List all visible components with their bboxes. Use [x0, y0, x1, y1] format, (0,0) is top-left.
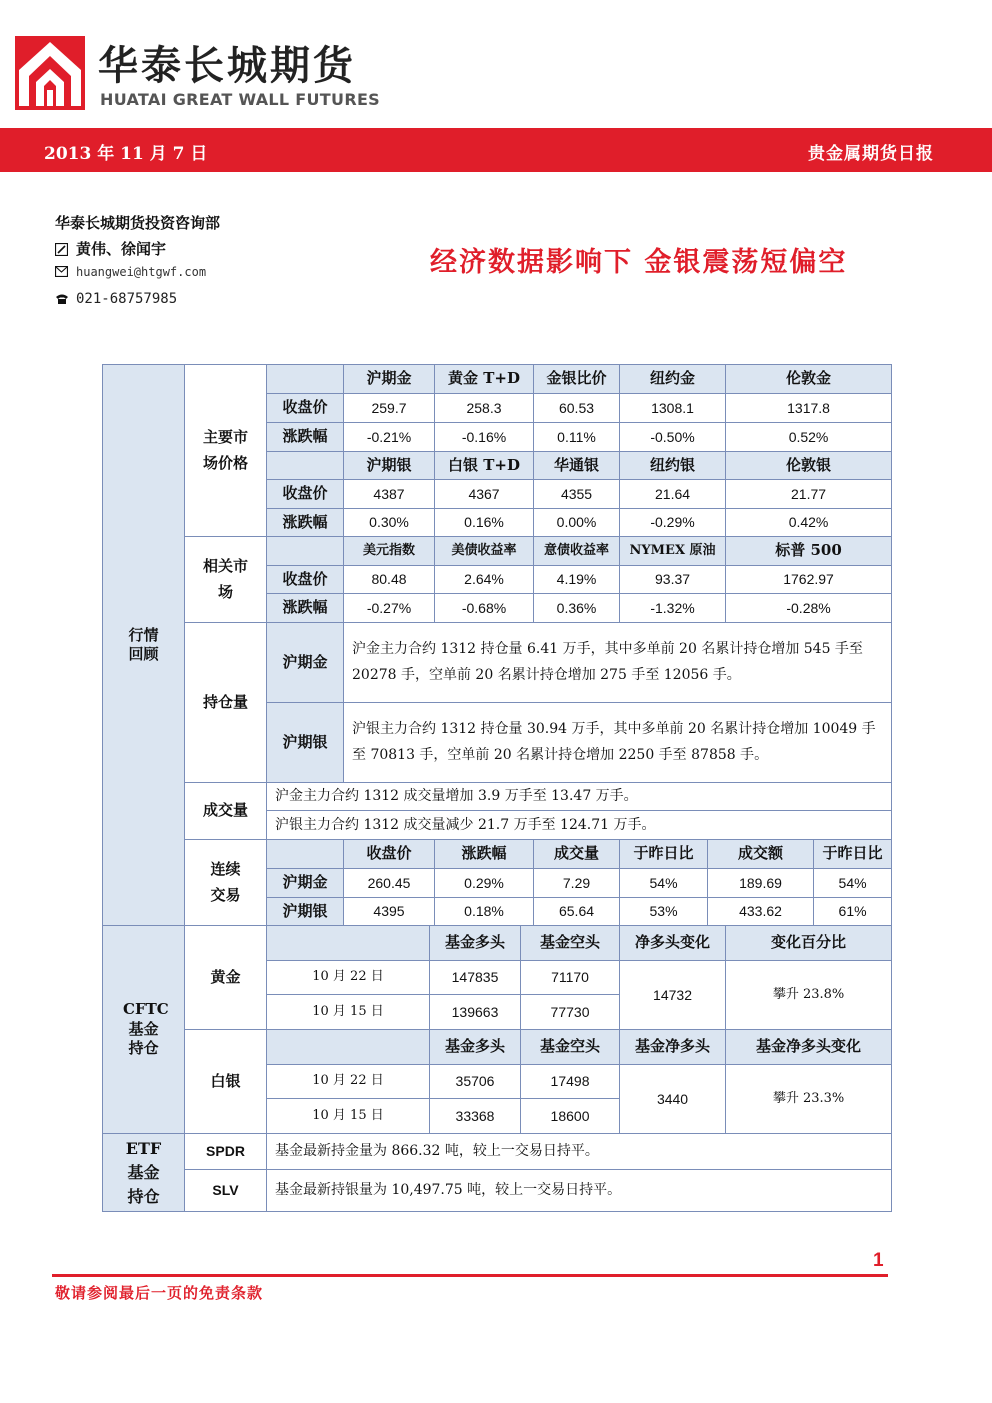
table-cell: 80.48 — [344, 566, 435, 594]
volume-silver-text: 沪银主力合约 1312 成交量减少 21.7 万手至 124.71 万手。 — [267, 811, 892, 840]
corner-cell — [267, 1030, 430, 1065]
col-header: 华通银 — [534, 452, 620, 480]
row-label: 收盘价 — [267, 394, 344, 423]
table-cell: 0.16% — [435, 509, 534, 537]
col-header: 于昨日比 — [620, 840, 708, 869]
table-cell: -0.50% — [620, 423, 726, 452]
row-label: 沪期银 — [267, 898, 344, 926]
table-cell: 2.64% — [435, 566, 534, 594]
col-header: 伦敦金 — [726, 365, 892, 394]
table-cell: 35706 — [430, 1065, 521, 1099]
table-cell: 258.3 — [435, 394, 534, 423]
table-cell: 21.64 — [620, 480, 726, 509]
department: 华泰长城期货投资咨询部 — [55, 214, 221, 232]
col-header: 于昨日比 — [814, 840, 892, 869]
table-cell: 攀升 23.3% — [726, 1065, 892, 1134]
col-header: 涨跌幅 — [435, 840, 534, 869]
group-continuous: 连续交易 — [185, 840, 267, 926]
col-header: 沪期金 — [344, 365, 435, 394]
table-cell: 139663 — [430, 995, 521, 1030]
disclaimer-note[interactable]: 敬请参阅最后一页的免责条款 — [55, 1284, 264, 1302]
col-header: 沪期银 — [344, 452, 435, 480]
col-header: 标普 500 — [726, 537, 892, 566]
section-etf: ETF 基金持仓 — [103, 1134, 185, 1212]
group-cftc-silver: 白银 — [185, 1030, 267, 1134]
col-header: 基金净多头变化 — [726, 1030, 892, 1065]
table-cell: 攀升 23.8% — [726, 961, 892, 1030]
corner-cell — [267, 840, 344, 869]
table-cell: 0.18% — [435, 898, 534, 926]
corner-cell — [267, 926, 430, 961]
company-logo — [15, 36, 85, 110]
table-cell: 260.45 — [344, 869, 435, 898]
table-cell: -1.32% — [620, 594, 726, 623]
etf-text: 基金最新持金量为 866.32 吨，较上一交易日持平。 — [267, 1134, 892, 1170]
table-cell: 4395 — [344, 898, 435, 926]
table-cell: -0.27% — [344, 594, 435, 623]
row-label: 收盘价 — [267, 566, 344, 594]
brand-name-cn: 华泰长城期货 — [98, 43, 356, 89]
table-cell: 0.36% — [534, 594, 620, 623]
col-header: 白银 T+D — [435, 452, 534, 480]
authors-line — [55, 238, 166, 259]
col-header: 基金多头 — [430, 926, 521, 961]
table-cell: 77730 — [521, 995, 620, 1030]
row-label: 沪期金 — [267, 623, 344, 703]
col-header: 基金空头 — [521, 1030, 620, 1065]
table-cell: 4355 — [534, 480, 620, 509]
table-cell: 0.11% — [534, 423, 620, 452]
table-cell: 433.62 — [708, 898, 814, 926]
page-number: 1 — [873, 1250, 884, 1271]
col-header: 纽约金 — [620, 365, 726, 394]
row-label: 涨跌幅 — [267, 423, 344, 452]
corner-cell — [267, 537, 344, 566]
table-cell: 1762.97 — [726, 566, 892, 594]
group-related-markets: 相关市场 — [185, 537, 267, 623]
table-cell: 14732 — [620, 961, 726, 1030]
table-cell: -0.16% — [435, 423, 534, 452]
table-cell: 147835 — [430, 961, 521, 995]
report-type: 贵金属期货日报 — [808, 144, 934, 164]
report-date: 2013 年 11 月 7 日 — [44, 144, 208, 164]
table-cell: 21.77 — [726, 480, 892, 509]
col-header: 美元指数 — [344, 537, 435, 566]
col-header: 黄金 T+D — [435, 365, 534, 394]
col-header: 伦敦银 — [726, 452, 892, 480]
etf-ticker: SPDR — [185, 1134, 267, 1170]
table-cell: 189.69 — [708, 869, 814, 898]
headline: 经济数据影响下 金银震荡短偏空 — [430, 247, 848, 278]
section-cftc: CFTC 基金持仓 — [103, 926, 185, 1134]
table-cell: 71170 — [521, 961, 620, 995]
col-header: 纽约银 — [620, 452, 726, 480]
table-cell: 60.53 — [534, 394, 620, 423]
table-cell: 53% — [620, 898, 708, 926]
table-cell: 4.19% — [534, 566, 620, 594]
col-header: 基金空头 — [521, 926, 620, 961]
col-header: 基金净多头 — [620, 1030, 726, 1065]
table-cell: 33368 — [430, 1099, 521, 1134]
col-header: 基金多头 — [430, 1030, 521, 1065]
etf-text: 基金最新持银量为 10,497.75 吨，较上一交易日持平。 — [267, 1170, 892, 1212]
phone-icon — [55, 293, 68, 306]
row-label: 收盘价 — [267, 480, 344, 509]
col-header: 意债收益率 — [534, 537, 620, 566]
date-cell: 10 月 15 日 — [267, 1099, 430, 1134]
col-header: NYMEX 原油 — [620, 537, 726, 566]
table-cell: 3440 — [620, 1065, 726, 1134]
table-cell: -0.21% — [344, 423, 435, 452]
email[interactable]: huangwei@htgwf.com — [76, 265, 207, 279]
table-cell: 0.00% — [534, 509, 620, 537]
col-header: 成交额 — [708, 840, 814, 869]
row-label: 沪期金 — [267, 869, 344, 898]
table-cell: 0.52% — [726, 423, 892, 452]
date-cell: 10 月 22 日 — [267, 961, 430, 995]
table-cell: -0.29% — [620, 509, 726, 537]
company-logo-mark — [15, 36, 85, 110]
table-cell: 259.7 — [344, 394, 435, 423]
group-open-interest: 持仓量 — [185, 623, 267, 783]
table-cell: 65.64 — [534, 898, 620, 926]
brand-name-en: HUATAI GREAT WALL FUTURES — [100, 90, 380, 109]
col-header: 收盘价 — [344, 840, 435, 869]
table-cell: 18600 — [521, 1099, 620, 1134]
corner-cell — [267, 452, 344, 480]
date-cell: 10 月 15 日 — [267, 995, 430, 1030]
table-cell: 1308.1 — [620, 394, 726, 423]
table-cell: 0.30% — [344, 509, 435, 537]
pen-icon — [55, 242, 68, 255]
email-line — [55, 265, 206, 279]
corner-cell — [267, 365, 344, 394]
table-cell: 17498 — [521, 1065, 620, 1099]
table-cell: -0.68% — [435, 594, 534, 623]
table-cell: 4367 — [435, 480, 534, 509]
table-cell: 1317.8 — [726, 394, 892, 423]
table-cell: 4387 — [344, 480, 435, 509]
col-header: 净多头变化 — [620, 926, 726, 961]
col-header: 成交量 — [534, 840, 620, 869]
oi-silver-text: 沪银主力合约 1312 持仓量 30.94 万手，其中多单前 20 名累计持仓增加 10049 手至 70813 手，空单前 20 名累计持仓增加 2250 手至 87858 手。 — [344, 703, 892, 783]
market-summary-table — [102, 364, 892, 1212]
row-label: 涨跌幅 — [267, 594, 344, 623]
section-review: 行情回顾 — [103, 365, 185, 926]
col-header: 美债收益率 — [435, 537, 534, 566]
table-cell: 7.29 — [534, 869, 620, 898]
col-header: 金银比价 — [534, 365, 620, 394]
table-cell: 54% — [620, 869, 708, 898]
table-cell: 0.42% — [726, 509, 892, 537]
phone: 021-68757985 — [76, 291, 178, 307]
table-cell: 93.37 — [620, 566, 726, 594]
table-cell: -0.28% — [726, 594, 892, 623]
row-label: 涨跌幅 — [267, 509, 344, 537]
authors: 黄伟、徐闻宇 — [76, 240, 167, 258]
mail-icon — [55, 266, 68, 279]
col-header: 变化百分比 — [726, 926, 892, 961]
table-cell: 0.29% — [435, 869, 534, 898]
volume-gold-text: 沪金主力合约 1312 成交量增加 3.9 万手至 13.47 万手。 — [267, 783, 892, 811]
group-volume: 成交量 — [185, 783, 267, 840]
table-cell: 54% — [814, 869, 892, 898]
group-cftc-gold: 黄金 — [185, 926, 267, 1030]
etf-ticker: SLV — [185, 1170, 267, 1212]
table-cell: 61% — [814, 898, 892, 926]
date-cell: 10 月 22 日 — [267, 1065, 430, 1099]
phone-line — [55, 291, 177, 307]
footer-divider — [52, 1274, 888, 1277]
oi-gold-text: 沪金主力合约 1312 持仓量 6.41 万手，其中多单前 20 名累计持仓增加 545 手至 20278 手，空单前 20 名累计持仓增加 275 手至 12056 手。 — [344, 623, 892, 703]
row-label: 沪期银 — [267, 703, 344, 783]
group-main-prices: 主要市场价格 — [185, 365, 267, 537]
